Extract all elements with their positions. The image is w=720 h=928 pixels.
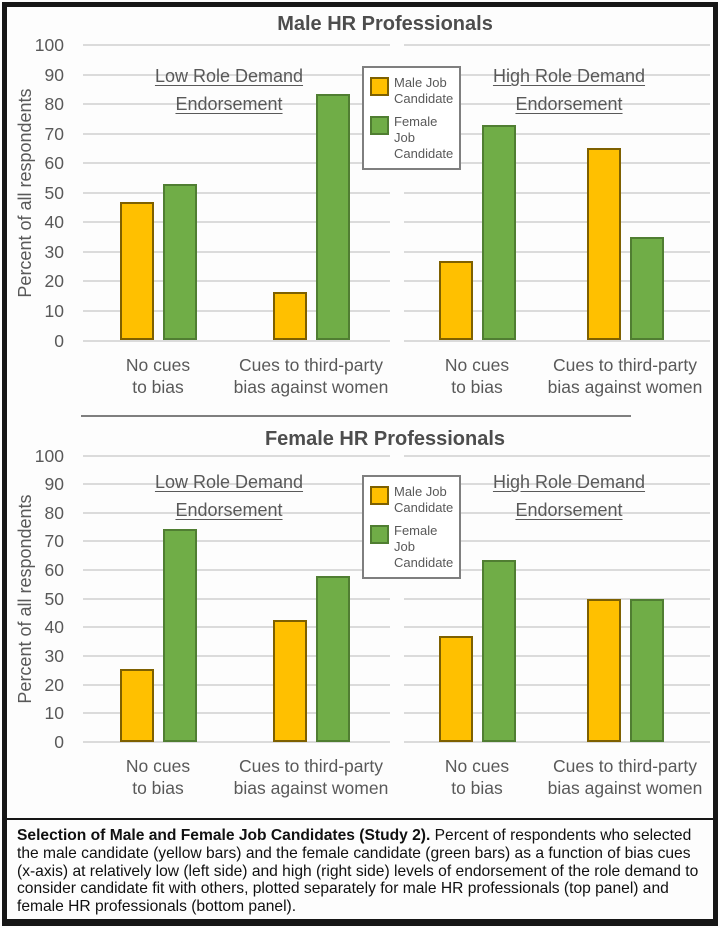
x-category-label-line: No cues (125, 756, 191, 776)
legend-swatch-male (370, 486, 389, 505)
bar-male-job-candidate (587, 599, 621, 742)
group-header-line: Low Role Demand (154, 66, 304, 86)
gridline (404, 455, 710, 457)
x-category-label-line: bias against women (547, 778, 703, 798)
legend-label: Male Job Candidate (394, 484, 454, 515)
y-tick-label: 80 (44, 94, 64, 115)
y-tick-label: 40 (44, 617, 64, 638)
y-tick-label: 60 (44, 153, 64, 174)
y-tick-label: 0 (54, 732, 64, 752)
group-header-line: Endorsement (175, 94, 283, 114)
bar-male-job-candidate (439, 261, 473, 341)
group-header-line: High Role Demand (492, 66, 646, 86)
x-category-label-line: No cues (444, 355, 510, 375)
y-tick-label: 0 (54, 330, 64, 351)
bar-female-job-candidate (630, 599, 664, 742)
bar-female-job-candidate (630, 237, 664, 340)
y-axis-label: Percent of all respondents (15, 88, 35, 298)
gridline (404, 192, 710, 194)
y-tick-label: 20 (44, 674, 64, 695)
group-header-line: High Role Demand (492, 472, 646, 492)
panel-title-male-hr: Male HR Professionals (277, 13, 493, 35)
bar-female-job-candidate (316, 94, 350, 341)
legend-swatch-female (370, 116, 389, 135)
y-tick-label: 90 (44, 64, 64, 85)
legend-label: Female Job Candidate (394, 114, 454, 161)
group-header-line: Low Role Demand (154, 472, 304, 492)
x-category-label-line: bias against women (547, 377, 703, 397)
x-category-label-line: bias against women (233, 377, 389, 397)
y-tick-label: 50 (44, 588, 64, 609)
group-header-line: Endorsement (175, 500, 283, 520)
gridline (404, 221, 710, 223)
x-category-label-line: bias against women (233, 778, 389, 798)
legend-swatch-male (370, 77, 389, 96)
figure-caption (7, 818, 713, 918)
group-header (454, 468, 684, 524)
group-header (454, 62, 684, 118)
x-category-label-line: No cues (444, 756, 510, 776)
panel-title-female-hr: Female HR Professionals (264, 428, 506, 450)
bar-female-job-candidate (163, 184, 197, 341)
x-category-label (520, 354, 720, 398)
gridline (83, 540, 390, 542)
legend-item (370, 114, 456, 162)
group-header-line: Endorsement (515, 500, 623, 520)
y-tick-label: 40 (44, 212, 64, 233)
legend-item (370, 484, 456, 516)
legend-swatch-female (370, 525, 389, 544)
gridline (404, 251, 710, 253)
legend-item (370, 75, 456, 107)
gridline (83, 569, 390, 571)
y-tick-label: 70 (44, 123, 64, 144)
y-tick-label: 100 (34, 35, 64, 55)
y-tick-label: 70 (44, 531, 64, 552)
bar-male-job-candidate (273, 620, 307, 742)
legend-label: Male Job Candidate (394, 75, 454, 106)
bar-male-job-candidate (120, 202, 154, 341)
legend (362, 475, 461, 579)
x-category-label-line: to bias (451, 778, 503, 798)
group-header-line: Endorsement (515, 94, 623, 114)
gridline (83, 455, 390, 457)
x-category-label-line: Cues to third-party (239, 355, 383, 375)
panel-divider (81, 415, 631, 417)
gridline (404, 626, 710, 628)
y-tick-label: 50 (44, 182, 64, 203)
bar-female-job-candidate (482, 125, 516, 341)
x-category-label-line: No cues (125, 355, 191, 375)
legend (362, 66, 461, 170)
bar-male-job-candidate (120, 669, 154, 742)
group-header (114, 468, 344, 524)
y-tick-label: 60 (44, 560, 64, 581)
gridline (83, 44, 390, 46)
y-tick-label: 30 (44, 646, 64, 667)
y-tick-label: 30 (44, 241, 64, 262)
bar-male-job-candidate (273, 292, 307, 341)
legend-item (370, 523, 456, 571)
group-header (114, 62, 344, 118)
x-category-label-line: to bias (451, 377, 503, 397)
x-category-label-line: Cues to third-party (553, 756, 697, 776)
x-category-label-line: Cues to third-party (239, 756, 383, 776)
legend-label: Female Job Candidate (394, 523, 454, 570)
y-tick-label: 100 (34, 445, 64, 466)
x-category-label (520, 755, 720, 799)
bar-female-job-candidate (163, 529, 197, 742)
y-axis-label: Percent of all respondents (15, 494, 35, 704)
y-tick-label: 10 (44, 703, 64, 724)
bar-female-job-candidate (316, 576, 350, 742)
y-tick-label: 90 (44, 474, 64, 495)
y-tick-label: 20 (44, 271, 64, 292)
gridline (404, 44, 710, 46)
bar-female-job-candidate (482, 560, 516, 742)
caption-body: Percent of respondents who selected the male candidate (yellow bars) and the female candidate (green bars) as a function of bias cues (x-axis) at relatively low (left side) and high (right side) levels of endorsement of the role demand to consider candidate fit with others, plotted separately for male HR professionals (top panel) and female HR professionals (bottom panel). (17, 827, 699, 916)
bar-male-job-candidate (439, 636, 473, 742)
x-category-label-line: to bias (132, 377, 184, 397)
x-category-label-line: to bias (132, 778, 184, 798)
gridline (404, 598, 710, 600)
caption-title: Selection of Male and Female Job Candidates (Study 2). (17, 827, 431, 844)
bar-male-job-candidate (587, 148, 621, 340)
y-tick-label: 80 (44, 502, 64, 523)
y-tick-label: 10 (44, 300, 64, 321)
x-category-label-line: Cues to third-party (553, 355, 697, 375)
